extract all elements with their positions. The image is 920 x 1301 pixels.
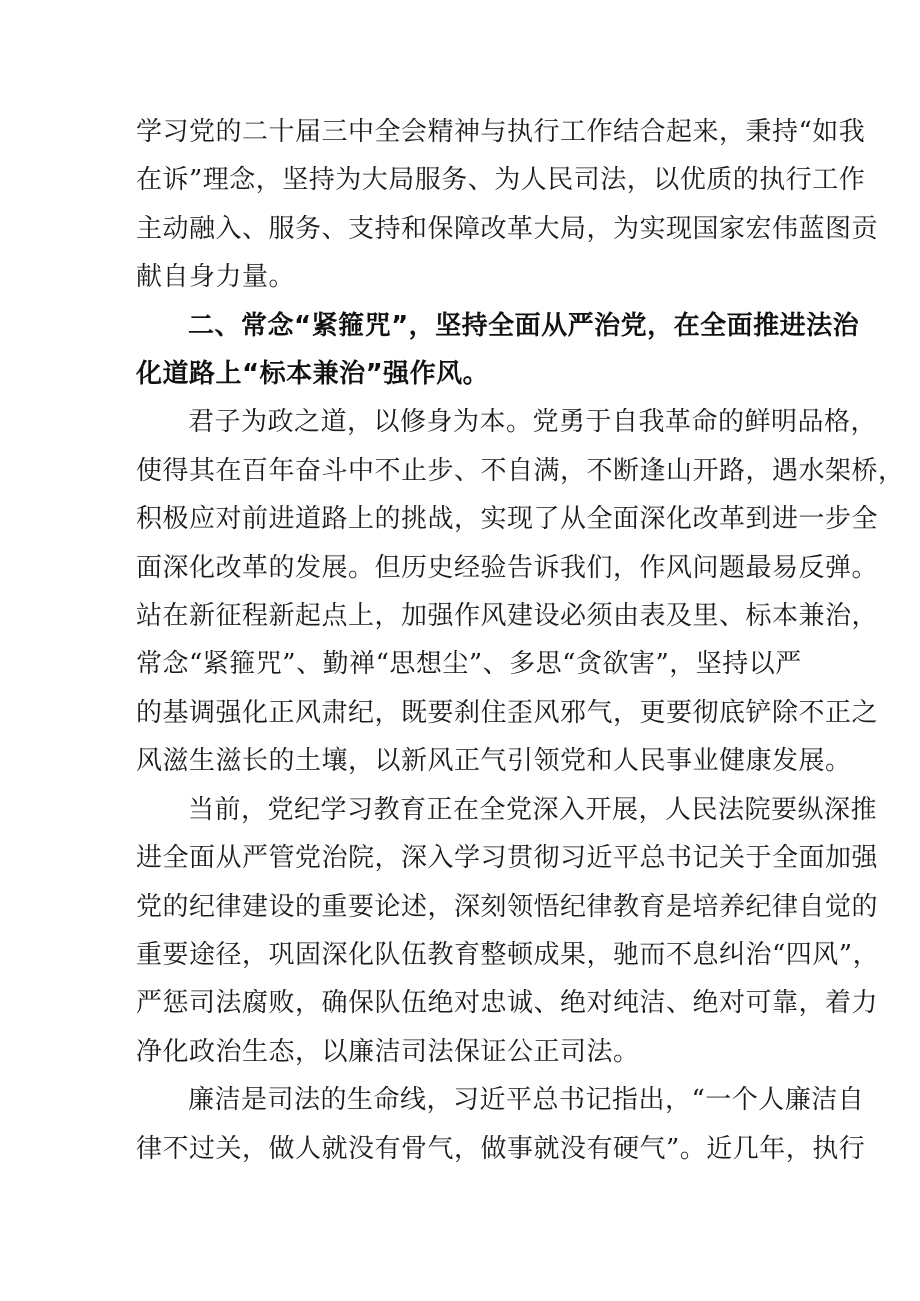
text-line: 学习党的二十届三中全会精神与执行工作结合起来，秉持“如我: [136, 117, 866, 147]
document-body: [136, 108, 905, 1173]
text-line: 主动融入、服务、支持和保障改革大局，为实现国家宏伟蓝图贡: [136, 213, 879, 244]
text-line: 在诉”理念，坚持为大局服务、为人民司法，以优质的执行工作: [136, 165, 866, 196]
paragraph: [136, 1076, 866, 1173]
text-line: 当前，党纪学习教育正在全党深入开展，人民法院要纵深推: [188, 794, 878, 825]
text-line: 进全面从严管党治院，深入学习贯彻习近平总书记关于全面加强: [136, 843, 879, 874]
heading-line: 化道路上“标本兼治”强作风。: [136, 359, 490, 390]
text-line: 严惩司法腐败，确保队伍绝对忠诚、绝对纯洁、绝对可靠，着力: [136, 988, 879, 1019]
heading-line: 二、常念“紧箍咒”，坚持全面从严治党，在全面推进法治: [188, 310, 860, 341]
text-line: 献自身力量。: [136, 262, 296, 293]
text-line: 净化政治生态，以廉洁司法保证公正司法。: [136, 1036, 640, 1067]
paragraph: [136, 108, 879, 302]
paragraph: [136, 786, 880, 1076]
text-line: 面深化改革的发展。但历史经验告诉我们，作风问题最易反弹。: [136, 552, 879, 583]
paragraph: [136, 398, 905, 785]
text-line: 站在新征程新起点上，加强作风建设必须由表及里、标本兼治，: [136, 601, 879, 632]
text-line: 风滋生滋长的土壤，以新风正气引领党和人民事业健康发展。: [136, 746, 852, 777]
text-line: 律不过关，做人就没有骨气，做事就没有硬气”。近几年，执行: [136, 1133, 866, 1164]
text-line: 君子为政之道，以修身为本。党勇于自我革命的鲜明品格，: [188, 407, 878, 438]
section-heading: [136, 302, 860, 399]
text-line: 的基调强化正风肃纪，既要刹住歪风邪气，更要彻底铲除不正之: [136, 697, 879, 728]
text-line: 常念“紧箍咒”、勤禅“思想尘”、多思“贪欲害”，坚持以严: [136, 649, 802, 680]
text-line: 廉洁是司法的生命线，习近平总书记指出，“一个人廉洁自: [188, 1085, 865, 1116]
text-line: 重要途径，巩固深化队伍教育整顿成果，驰而不息纠治“四风”，: [136, 939, 880, 970]
text-line: 党的纪律建设的重要论述，深刻领悟纪律教育是培养纪律自觉的: [136, 891, 879, 922]
text-line: 积极应对前进道路上的挑战，实现了从全面深化改革到进一步全: [136, 504, 879, 535]
text-line: 使得其在百年奋斗中不止步、不自满，不断逢山开路，遇水架桥，: [136, 455, 905, 486]
